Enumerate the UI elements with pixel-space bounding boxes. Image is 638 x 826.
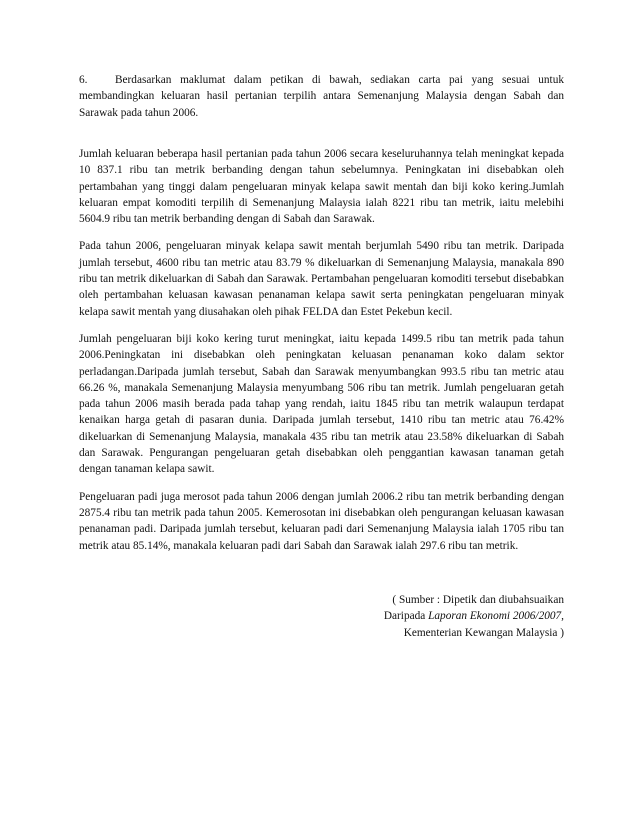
passage	[79, 146, 564, 565]
question-block	[79, 72, 564, 121]
question-text: Berdasarkan maklumat dalam petikan di bawah, sediakan carta pai yang sesuai untuk membandingkan keluaran hasil pertanian terpilih antara Semenanjung Malaysia dengan Sabah dan Sarawak pada tahun 2006.	[79, 74, 564, 119]
passage-paragraph-2: Pada tahun 2006, pengeluaran minyak kelapa sawit mentah berjumlah 5490 ribu tan metrik. Daripada jumlah tersebut, 4600 ribu tan metric atau 83.79 % dikeluarkan di Semenanjung Malaysia, manakala 890 ribu tan metrik dikeluarkan di Sabah dan Sarawak. Pertambahan pengeluaran komoditi tersebut disebabkan oleh pertambahan keluasan kawasan penanaman kelapa sawit serta peningkatan pengeluaran minyak kelapa sawit mentah yang diusahakan oleh pihak FELDA dan Estet Pekebun kecil.	[79, 240, 564, 318]
passage-paragraph-3: Jumlah pengeluaran biji koko kering turut meningkat, iaitu kepada 1499.5 ribu tan metrik pada tahun 2006.Peningkatan ini disebabkan oleh peningkatan keluasan penanaman koko dalam sektor perladangan.Daripada jumlah tersebut, Sabah dan Sarawak menyumbangkan 993.5 ribu tan metric atau 66.26 %, manakala Semenanjung Malaysia menyumbang 506 ribu tan metrik. Jumlah pengeluaran getah pada tahun 2006 masih berada pada tahap yang rendah, iaitu 1845 ribu tan metrik walaupun terdapat kenaikan harga getah di pasaran dunia. Daripada jumlah tersebut, 1410 ribu tan metric atau 76.42% dikeluarkan di Semenanjung Malaysia, manakala 435 ribu tan metrik atau 23.58% dikeluarkan di Sabah dan Sarawak. Pengurangan pengeluaran getah disebabkan oleh penggantian kawasan tanaman getah dengan tanaman kelapa sawit.	[79, 332, 564, 476]
source-prefix: Daripada	[383, 610, 426, 623]
question-number: 6.	[79, 74, 88, 86]
source-citation	[300, 592, 564, 641]
passage-paragraph-1: Jumlah keluaran beberapa hasil pertanian pada tahun 2006 secara keseluruhannya telah meningkat kepada 10 837.1 ribu tan metrik berbanding dengan tahun sebelumnya. Peningkatan ini disebabkan oleh pertambahan yang tinggi dalam pengeluaran minyak kelapa sawit mentah dan biji koko kering.Jumlah keluaran empat komoditi terpilih di Semenanjung Malaysia ialah 8221 ribu tan metrik, iaitu melebihi 5604.9 ribu tan metrik berbanding dengan di Sabah dan Sarawak.	[79, 148, 564, 226]
source-line-2	[300, 608, 564, 624]
source-line-1: ( Sumber : Dipetik dan diubahsuaikan	[392, 594, 564, 606]
source-report-title: Laporan Ekonomi 2006/2007,	[428, 610, 564, 623]
passage-paragraph-4: Pengeluaran padi juga merosot pada tahun 2006 dengan jumlah 2006.2 ribu tan metrik berbanding dengan 2875.4 ribu tan metrik pada tahun 2005. Kemerosotan ini disebabkan oleh pengurangan keluasan kawasan penanaman padi. Daripada jumlah tersebut, keluaran padi dari Semenanjung Malaysia ialah 1705 ribu tan metrik atau 85.14%, manakala keluaran padi dari Sabah dan Sarawak ialah 297.6 ribu tan metrik.	[79, 490, 564, 552]
source-line-3: Kementerian Kewangan Malaysia )	[403, 626, 564, 639]
